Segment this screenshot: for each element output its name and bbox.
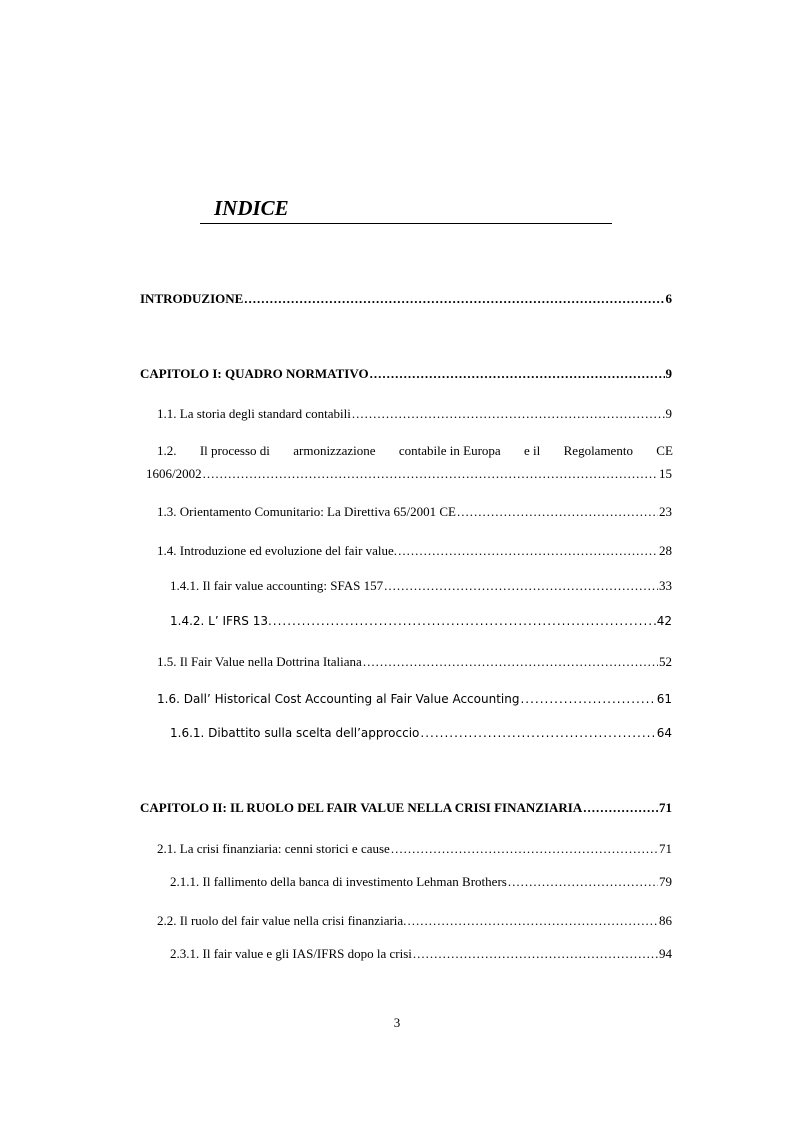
toc-page: 9 [665,366,672,381]
toc-word: armonizzazione [293,443,376,458]
toc-page: 23 [659,504,672,519]
toc-label: 1.4. Introduzione ed evoluzione del fair value. [157,543,398,558]
toc-page: 79 [659,874,672,889]
dot-leader [520,691,655,707]
toc-label: 2.1.1. Il fallimento della banca di investimento Lehman Brothers [170,874,507,889]
toc-page: 64 [656,726,672,740]
toc-entry-2-1[interactable] [157,841,672,857]
toc-label: 2.1. La crisi finanziaria: cenni storici e cause [157,841,390,856]
toc-page: 71 [659,800,672,815]
toc-entry-2-2[interactable] [157,913,672,929]
dot-leader [457,504,658,520]
toc-entry-1-6[interactable] [157,691,672,707]
toc-entry-1-6-1[interactable] [170,725,672,741]
toc-label: 1.6. Dall’ Historical Cost Accounting al Fair Value Accounting [157,692,520,706]
toc-label: 1.6.1. Dibattito sulla scelta dell’approccio [170,726,420,740]
toc-word: Regolamento [563,443,633,458]
toc-page: 61 [656,692,672,706]
toc-word: contabile in Europa [398,443,501,458]
toc-entry-1-4[interactable] [157,543,672,559]
toc-entry-introduzione[interactable] [140,291,672,307]
dot-leader [244,291,664,307]
dot-leader [370,366,665,382]
toc-label: 2.3.1. Il fair value e gli IAS/IFRS dopo la crisi [170,946,412,961]
page-title: INDICE [214,196,289,220]
dot-leader [420,725,655,741]
toc-page: 15 [659,466,672,481]
toc-page: 42 [656,614,672,628]
toc-label: 1.3. Orientamento Comunitario: La Direttiva 65/2001 CE [157,504,456,519]
toc-label: 1.1. La storia degli standard contabili [157,406,351,421]
toc-page: 71 [659,841,672,856]
toc-label: 2.2. Il ruolo del fair value nella crisi finanziaria. [157,913,407,928]
dot-leader [273,613,656,629]
dot-leader [508,874,658,890]
toc-entry-capitolo-2[interactable] [140,800,672,816]
toc-label: INTRODUZIONE [140,291,244,306]
toc-entry-1-4-1[interactable] [170,578,672,594]
dot-leader [391,841,658,857]
toc-entry-1-5[interactable] [157,654,672,670]
dot-leader [203,466,658,482]
toc-page: 28 [659,543,672,558]
toc-label: CAPITOLO II: IL RUOLO DEL FAIR VALUE NELLA CRISI FINANZIARIA [140,800,583,815]
toc-entry-1-2-line2[interactable] [146,466,672,482]
dot-leader [363,654,658,670]
toc-entry-capitolo-1[interactable] [140,366,672,382]
toc-label: 1.5. Il Fair Value nella Dottrina Italiana [157,654,362,669]
toc-entry-1-3[interactable] [157,504,672,520]
toc-entry-2-3-1[interactable] [170,946,672,962]
toc-word: CE [656,443,673,458]
toc-label: 1606/2002 [146,466,202,481]
dot-leader [583,800,658,816]
title-underline [200,223,612,224]
toc-entry-2-1-1[interactable] [170,874,672,890]
dot-leader [398,543,658,559]
toc-page: 86 [659,913,672,928]
toc-page: 94 [659,946,672,961]
dot-leader [384,578,658,594]
toc-entry-1-2-line1[interactable] [157,443,673,459]
toc-word: Il processo di [199,443,270,458]
toc-page: 33 [659,578,672,593]
toc-label: CAPITOLO I: QUADRO NORMATIVO [140,366,369,381]
toc-label: 1.4.1. Il fair value accounting: SFAS 157 [170,578,384,593]
dot-leader [407,913,658,929]
toc-page: 6 [665,291,672,306]
toc-entry-1-1[interactable] [157,406,672,422]
toc-label: 1.4.2. L’ IFRS 13. [170,614,272,628]
toc-entry-1-4-2[interactable] [170,613,672,629]
toc-word: 1.2. [157,443,177,458]
dot-leader [413,946,658,962]
toc-word: e il [524,443,541,458]
dot-leader [352,406,665,422]
toc-page: 52 [659,654,672,669]
page-number: 3 [393,1015,401,1030]
toc-page: 9 [665,406,672,421]
